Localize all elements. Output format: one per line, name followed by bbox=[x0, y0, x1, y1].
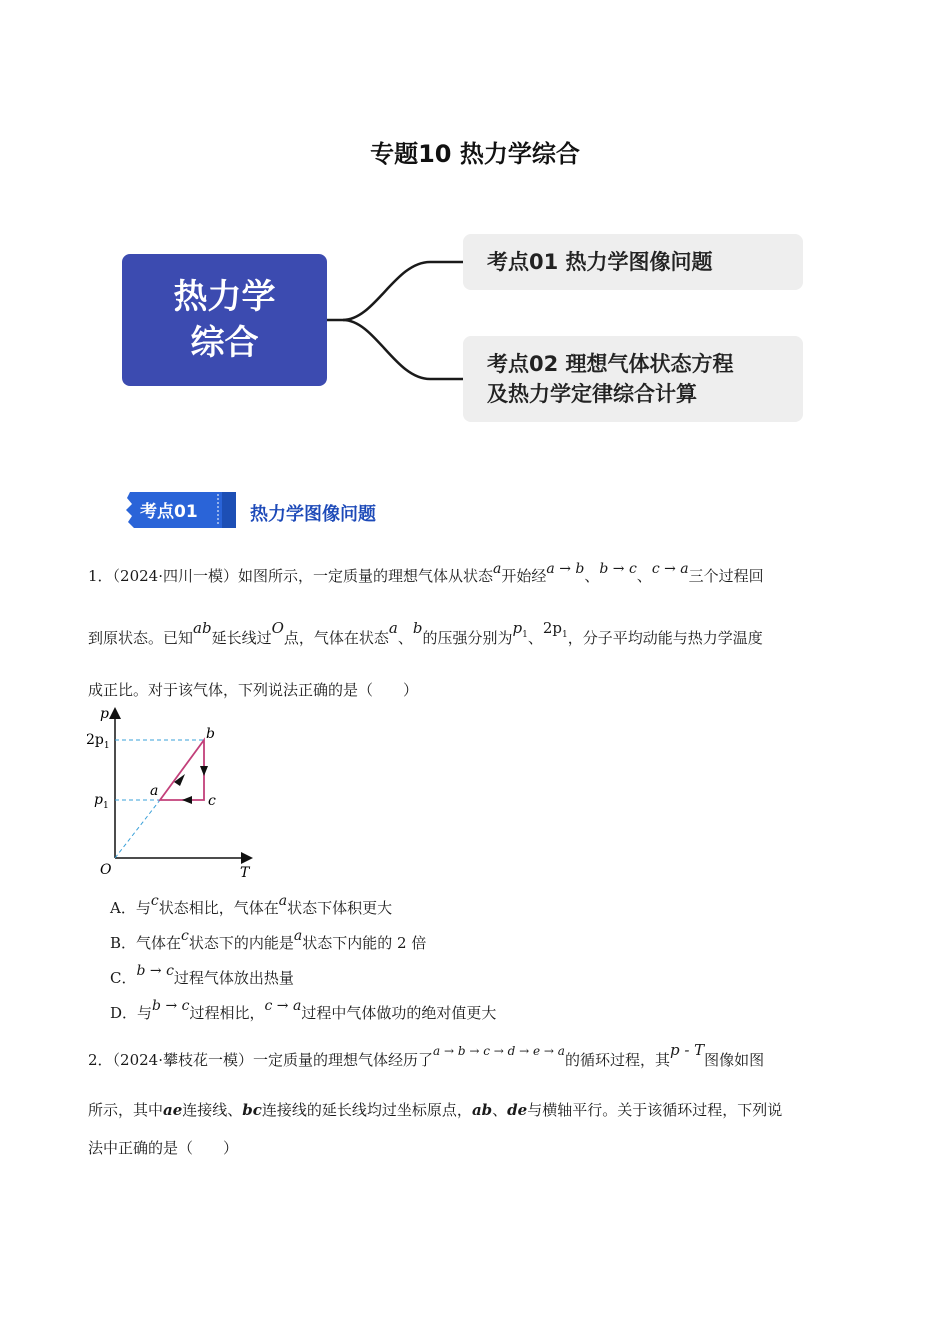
q1-option-D bbox=[110, 998, 497, 1024]
q1-sep: 、 bbox=[527, 629, 543, 647]
math-p: p bbox=[512, 619, 523, 637]
math-de: de bbox=[507, 1101, 528, 1119]
q2-source: （2024·攀枝花一模） bbox=[112, 1051, 253, 1069]
math-pT: p - T bbox=[669, 1041, 705, 1059]
q1-option-B bbox=[110, 928, 427, 954]
math-process-bc: b → c bbox=[136, 963, 174, 979]
q2-text: 所示，其中 bbox=[88, 1101, 164, 1119]
option-text: B．气体在 bbox=[110, 934, 182, 952]
math-b: b bbox=[412, 619, 423, 637]
arrow-bc bbox=[200, 766, 208, 776]
math-a: a bbox=[388, 619, 398, 637]
option-text: 过程相比， bbox=[189, 1004, 265, 1022]
q2-line2 bbox=[88, 1100, 863, 1120]
math-sub: 1 bbox=[522, 630, 528, 640]
math-O: O bbox=[271, 619, 284, 637]
q1-option-C bbox=[110, 963, 294, 989]
q1-text: 到原状态。已知 bbox=[88, 629, 194, 647]
q1-option-A bbox=[110, 893, 393, 919]
q1-text: 延长线过 bbox=[211, 629, 272, 647]
math-cycle: a → b → c → d → e → a bbox=[433, 1044, 565, 1058]
q1-line3: 成正比。对于该气体，下列说法正确的是（ ） bbox=[88, 681, 419, 699]
cycle-triangle bbox=[160, 740, 204, 800]
math-bc: bc bbox=[242, 1101, 262, 1119]
option-text: C． bbox=[110, 969, 137, 987]
option-text: 状态下体积更大 bbox=[287, 899, 393, 917]
math-ab: ab bbox=[193, 619, 212, 637]
q1-sep: 、 bbox=[584, 567, 600, 585]
q1-text: 三个过程回 bbox=[688, 567, 764, 585]
main-node-line2: 综合 bbox=[190, 323, 259, 363]
q1-text: ，分子平均动能与热力学温度 bbox=[567, 629, 763, 647]
tick-p1: $p_1$ bbox=[94, 792, 109, 811]
q1-source: （2024·四川一模） bbox=[112, 567, 238, 585]
section-title: 热力学图像问题 bbox=[250, 504, 376, 525]
p-T-graph bbox=[84, 700, 264, 885]
option-text: D．与 bbox=[110, 1004, 153, 1022]
branch-1-label: 考点01 热力学图像问题 bbox=[487, 250, 713, 274]
q2-text: 连接线、 bbox=[182, 1101, 243, 1119]
q2-sep: 、 bbox=[492, 1101, 508, 1119]
y-axis-label: p bbox=[100, 706, 109, 722]
q2-number: 2． bbox=[88, 1051, 113, 1069]
q1-line2 bbox=[88, 619, 863, 651]
tick-2p1: $2p_1$ bbox=[86, 732, 110, 751]
math-c: c bbox=[181, 928, 189, 944]
q1-line1 bbox=[88, 561, 863, 587]
math-process-bc: b → c bbox=[599, 561, 637, 577]
x-axis-label: T bbox=[240, 865, 250, 881]
option-text: 过程中气体做功的绝对值更大 bbox=[301, 1004, 497, 1022]
q1-text: 点，气体在状态 bbox=[283, 629, 389, 647]
mindmap-main-node bbox=[122, 254, 327, 386]
math-p1 bbox=[512, 619, 528, 640]
section-badge bbox=[124, 488, 242, 532]
origin-label: O bbox=[100, 862, 112, 878]
math-a: a bbox=[278, 893, 288, 909]
q2-text: 一定质量的理想气体经历了 bbox=[253, 1051, 434, 1069]
math-ae: ae bbox=[163, 1101, 183, 1119]
q1-sep: 、 bbox=[636, 567, 652, 585]
math-ab: ab bbox=[471, 1101, 493, 1119]
option-text: 状态下内能的 2 倍 bbox=[302, 934, 427, 952]
q1-text: 如图所示，一定质量的理想气体从状态 bbox=[238, 567, 494, 585]
option-text: 状态下的内能是 bbox=[188, 934, 294, 952]
arrow-ca bbox=[182, 796, 192, 804]
option-text: 状态相比，气体在 bbox=[158, 899, 279, 917]
mindmap-branch-2 bbox=[463, 336, 803, 422]
q1-text: 开始经 bbox=[501, 567, 547, 585]
q2-text: 与横轴平行。关于该循环过程，下列说 bbox=[527, 1101, 783, 1119]
math-sub: 1 bbox=[562, 630, 568, 640]
q2-text: 图像如图 bbox=[704, 1051, 765, 1069]
point-c-label: c bbox=[208, 793, 216, 809]
math-process-bc: b → c bbox=[152, 998, 190, 1014]
point-b-label: b bbox=[206, 726, 215, 742]
math-a: a bbox=[493, 561, 502, 577]
branch-2-line1: 考点02 理想气体状态方程 bbox=[487, 352, 734, 376]
option-text: A．与 bbox=[110, 899, 151, 917]
option-text: 过程气体放出热量 bbox=[173, 969, 294, 987]
math-process-ca: c → a bbox=[651, 561, 689, 577]
q2-text: 的循环过程，其 bbox=[564, 1051, 670, 1069]
q1-text: 的压强分别为 bbox=[422, 629, 513, 647]
section-badge-text: 考点01 bbox=[140, 502, 198, 522]
math-a: a bbox=[293, 928, 303, 944]
q1-sep: 、 bbox=[397, 629, 413, 647]
mindmap-branch-1 bbox=[463, 234, 803, 290]
page-title: 专题10 热力学综合 bbox=[370, 140, 580, 168]
math-c: c bbox=[150, 893, 159, 909]
q2-line3: 法中正确的是（ ） bbox=[88, 1139, 239, 1157]
math-process-ca: c → a bbox=[264, 998, 302, 1014]
branch-2-line2: 及热力学定律综合计算 bbox=[487, 382, 697, 406]
q2-text: 连接线的延长线均过坐标原点， bbox=[261, 1101, 472, 1119]
q2-line1 bbox=[88, 1041, 863, 1071]
math-process-ab: a → b bbox=[546, 561, 585, 577]
q1-number: 1． bbox=[88, 567, 113, 585]
dash-origin-a bbox=[115, 800, 160, 858]
main-node-line1: 热力学 bbox=[173, 277, 276, 317]
math-2p: 2p bbox=[542, 619, 563, 637]
point-a-label: a bbox=[150, 783, 159, 799]
math-2p1 bbox=[542, 619, 568, 640]
